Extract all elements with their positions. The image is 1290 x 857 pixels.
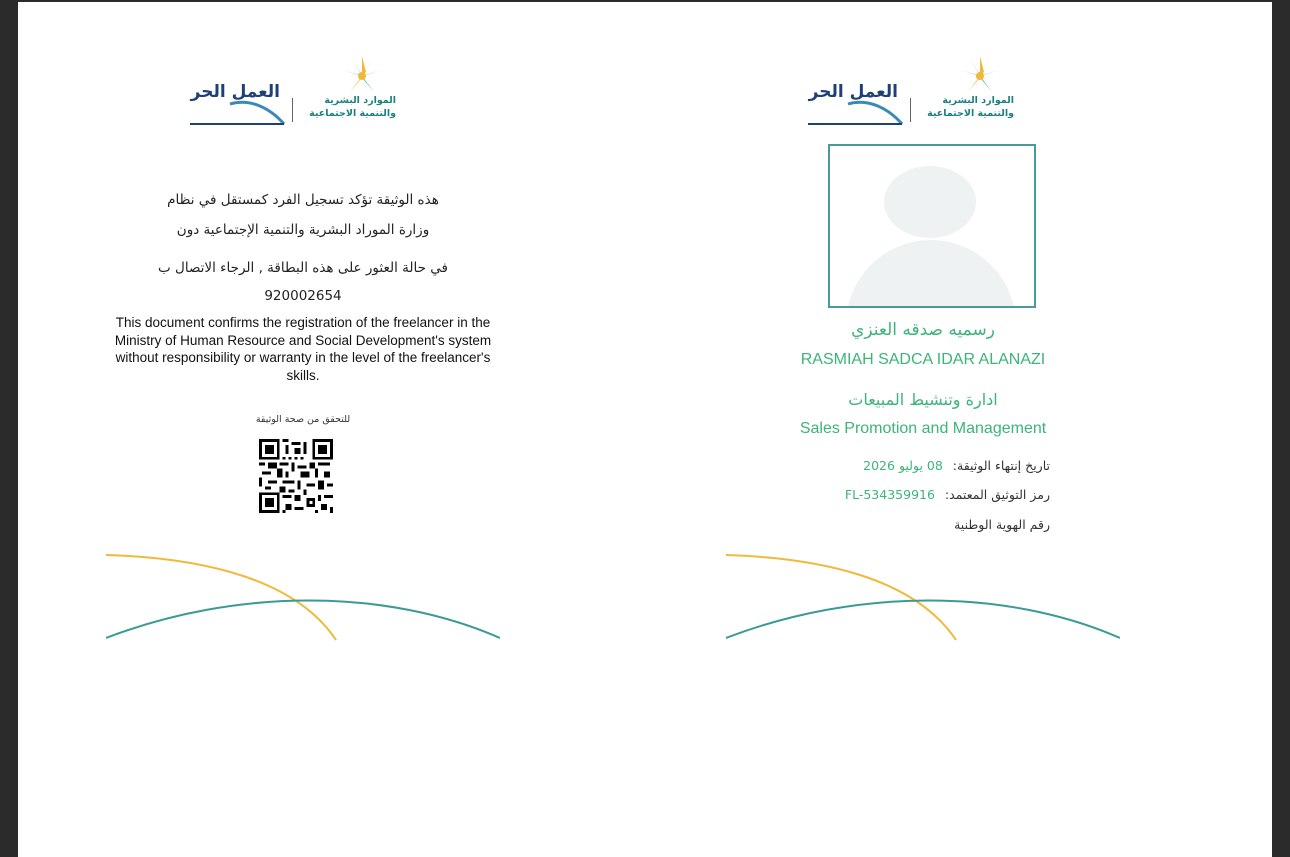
back-arabic-line-1: هذه الوثيقة تؤكد تسجيل الفرد كمستقل في نظام bbox=[167, 192, 439, 208]
qr-code[interactable] bbox=[259, 439, 333, 513]
back-english-text: This document confirms the registration of the freelancer in the Ministry of Human Resource and Social Development's system without responsibility or warranty in the level of the freelancer's skills. bbox=[114, 315, 492, 383]
profile-photo-placeholder bbox=[828, 144, 1036, 308]
expiry-row bbox=[786, 458, 1050, 473]
logo-divider bbox=[910, 98, 911, 122]
code-label: رمز التوثيق المعتمد: bbox=[944, 487, 1050, 502]
ministry-emblem-icon bbox=[956, 54, 1004, 98]
code-row bbox=[786, 487, 1050, 502]
code-value: FL-534359916 bbox=[844, 487, 935, 502]
expiry-value: 08 يوليو 2026 bbox=[863, 458, 943, 473]
job-title-arabic: ادارة وتنشيط المبيعات bbox=[848, 390, 998, 409]
expiry-label: تاريخ إنتهاء الوثيقة: bbox=[952, 458, 1050, 473]
logo-group bbox=[806, 54, 1016, 130]
ministry-logo-text: الموارد البشرية والتنمية الاجتماعية bbox=[309, 95, 396, 119]
id-label: رقم الهوية الوطنية bbox=[954, 517, 1050, 532]
logo-group bbox=[188, 54, 398, 130]
document-page bbox=[18, 2, 1272, 857]
ministry-emblem-icon bbox=[338, 54, 386, 98]
ministry-logo-text: الموارد البشرية والتنمية الاجتماعية bbox=[927, 95, 1014, 119]
logo-divider bbox=[292, 98, 293, 122]
freelance-wave-icon bbox=[190, 94, 290, 128]
job-title-english: Sales Promotion and Management bbox=[799, 420, 1047, 437]
card-front bbox=[726, 2, 1120, 642]
contact-phone: 920002654 bbox=[264, 288, 342, 304]
back-arabic-line-3: في حالة العثور على هذه البطاقة , الرجاء الاتصال ب bbox=[158, 260, 448, 276]
freelance-wave-icon bbox=[808, 94, 908, 128]
holder-name-english: RASMIAH SADCA IDAR ALANAZI bbox=[800, 351, 1046, 368]
freelance-logo-text: العمل الحر bbox=[808, 82, 898, 102]
freelance-logo-text: العمل الحر bbox=[190, 82, 280, 102]
holder-name-arabic: رسميه صدقه العنزي bbox=[851, 320, 995, 340]
card-back bbox=[106, 2, 500, 642]
avatar-head bbox=[884, 166, 976, 238]
verify-label: للتحقق من صحة الوثيقة bbox=[255, 414, 351, 425]
avatar-body bbox=[846, 240, 1016, 308]
decorative-curves bbox=[726, 550, 1120, 642]
id-row bbox=[786, 517, 1050, 532]
decorative-curves bbox=[106, 550, 500, 642]
back-arabic-line-2: وزارة الموراد البشرية والتنمية الإجتماعية دون bbox=[176, 222, 430, 238]
